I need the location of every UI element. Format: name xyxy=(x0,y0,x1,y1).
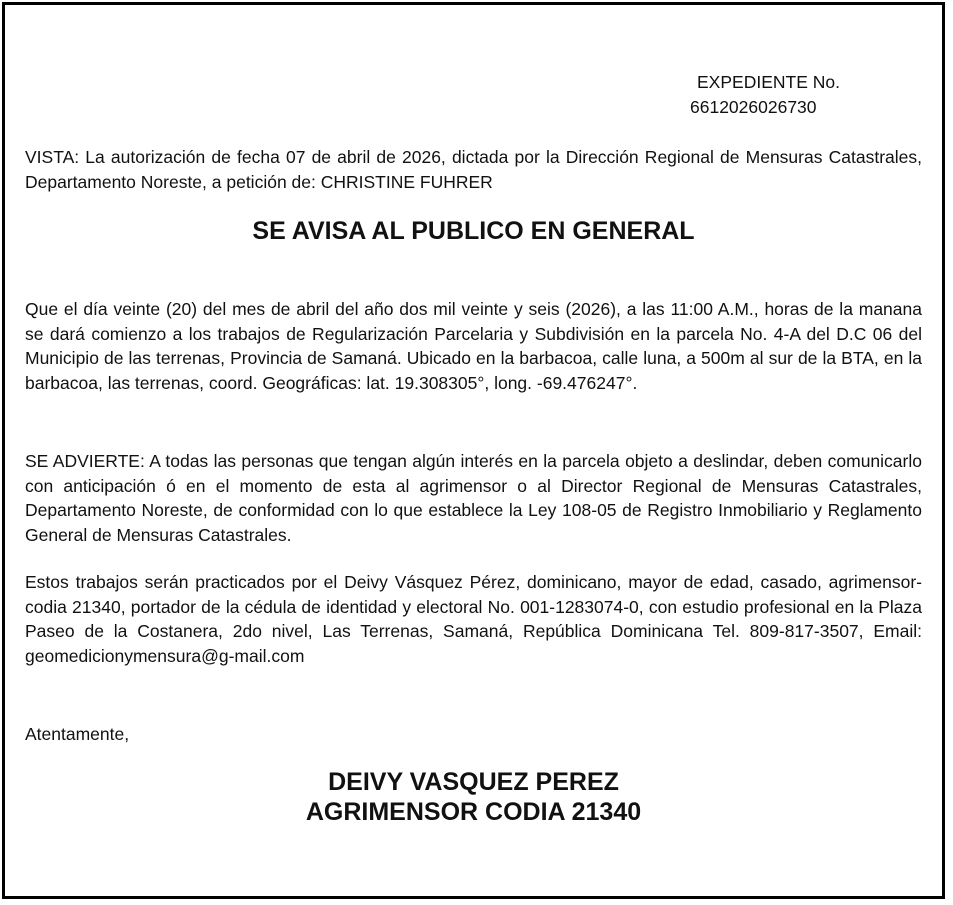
signature-title: AGRIMENSOR CODIA 21340 xyxy=(305,798,642,826)
expediente-label: EXPEDIENTE No. xyxy=(697,72,840,92)
expediente-block xyxy=(690,70,840,120)
works-date-paragraph: Que el día veinte (20) del mes de abril del año dos mil veinte y seis (2026), a las 11:00 A.M., horas de la manana se dará comienzo a los trabajos de Regularización Parcelaria y Subdivisión en la parcela No. 4-A del D.C 06 del Municipio de las terrenas, Provincia de Samaná. Ubicado en la barbacoa, calle luna, a 500m al sur de la BTA, en la barbacoa, las terrenas, coord. Geográficas: lat. 19.308305°, long. -69.476247°. xyxy=(25,299,922,393)
notice-heading: SE AVISA AL PUBLICO EN GENERAL xyxy=(252,217,695,245)
surveyor-info-paragraph: Estos trabajos serán practicados por el Deivy Vásquez Pérez, dominicano, mayor de edad, casado, agrimensor-codia 21340, portador de la cédula de identidad y electoral No. 001-1283074-0, con estudio profesional en la Plaza Paseo de la Costanera, 2do nivel, Las Terrenas, Samaná, República Dominicana Tel. 809-817-3507, Email: geomedicionymensura@g-mail.com xyxy=(25,572,922,666)
signature-block xyxy=(0,767,947,827)
closing-salutation: Atentamente, xyxy=(25,724,130,744)
vista-paragraph: VISTA: La autorización de fecha 07 de abril de 2026, dictada por la Dirección Regional de Mensuras Catastrales, Departamento Noreste, a petición de: CHRISTINE FUHRER xyxy=(25,147,922,192)
signature-name: DEIVY VASQUEZ PEREZ xyxy=(328,768,619,796)
expediente-number: 6612026026730 xyxy=(690,97,817,117)
warning-paragraph: SE ADVIERTE: A todas las personas que tengan algún interés en la parcela objeto a deslindar, deben comunicarlo con anticipación ó en el momento de esta al agrimensor o al Director Regional de Mensuras Catastrales, Departamento Noreste, de conformidad con lo que establece la Ley 108-05 de Registro Inmobiliario y Reglamento General de Mensuras Catastrales. xyxy=(25,451,922,545)
